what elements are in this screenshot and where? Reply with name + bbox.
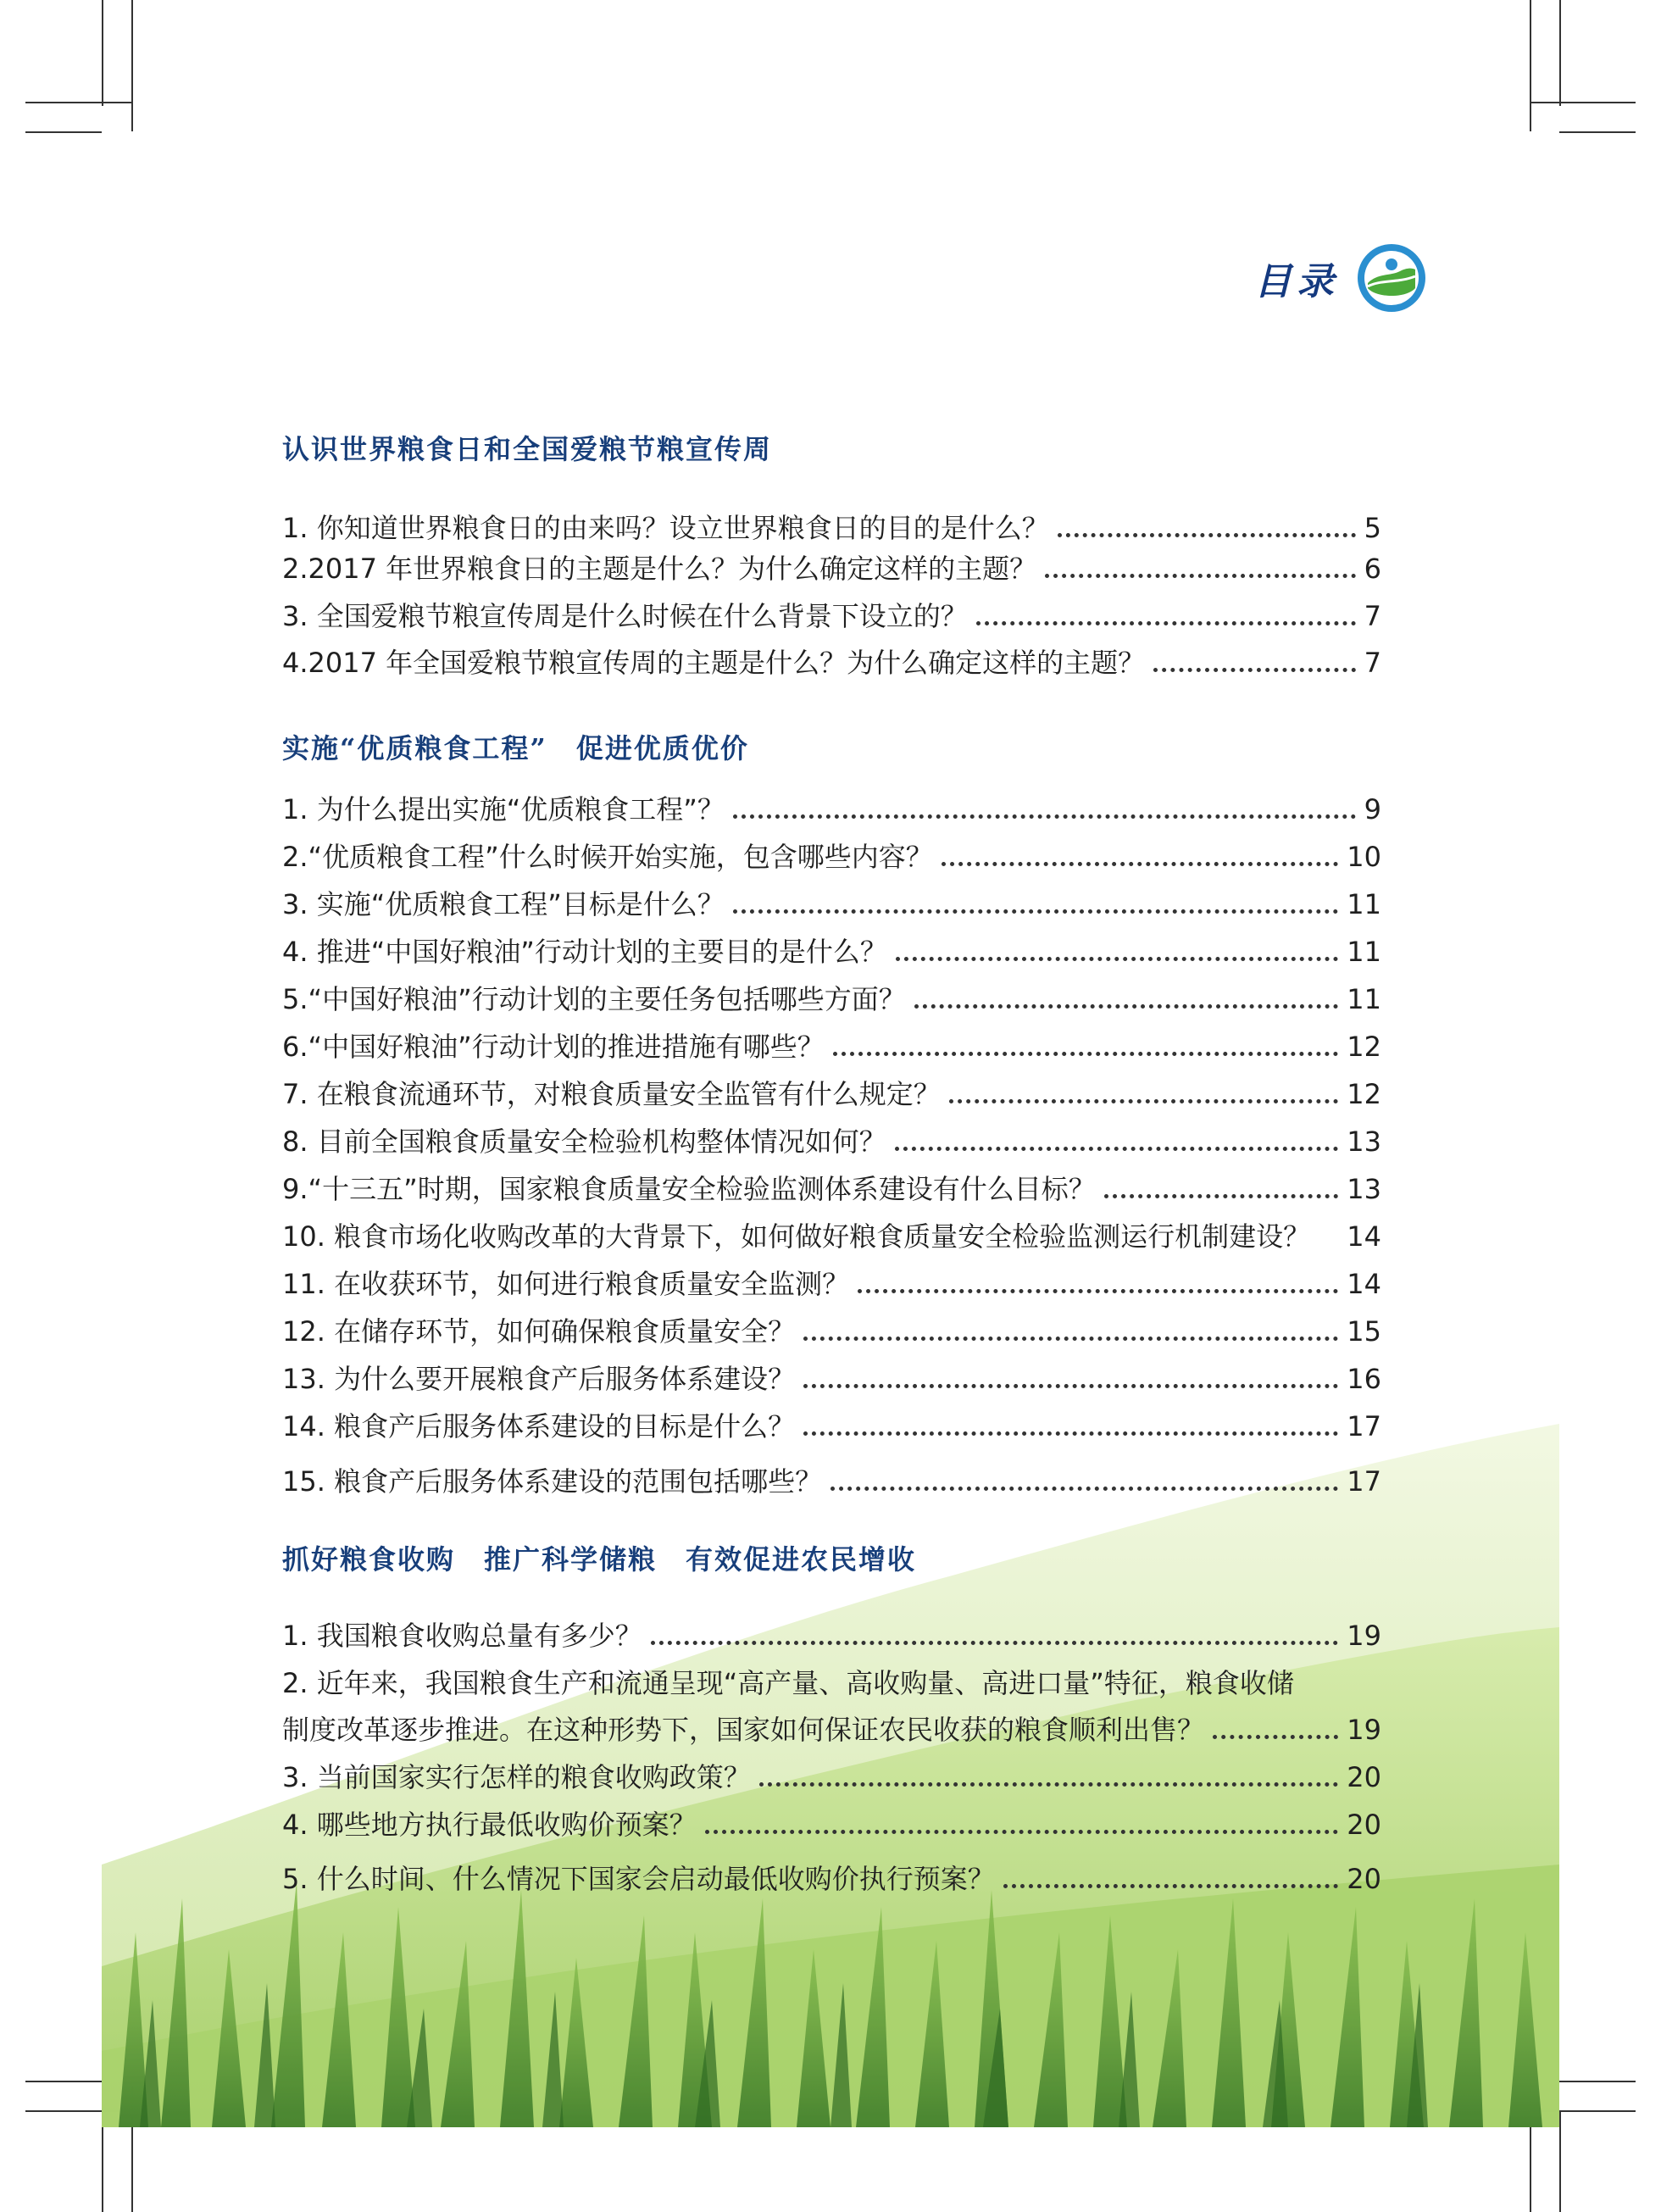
toc-entry[interactable]: 4. 哪些地方执行最低收购价预案？ 20 [282,1809,1381,1841]
toc-entry[interactable]: 14. 粮食产后服务体系建设的目标是什么？ 17 [282,1410,1381,1442]
toc-entry[interactable]: 3. 当前国家实行怎样的粮食收购政策？ 20 [282,1761,1381,1793]
toc-entry[interactable]: 3. 全国爱粮节粮宣传周是什么时候在什么背景下设立的？ 7 [282,600,1381,632]
toc-entry[interactable]: 6.“中国好粮油”行动计划的推进措施有哪些？ 12 [282,1031,1381,1063]
toc-entry[interactable]: 2.2017 年世界粮食日的主题是什么？为什么确定这样的主题？ 6 [282,553,1381,585]
toc-entry[interactable]: 3. 实施“优质粮食工程”目标是什么？ 11 [282,888,1381,920]
crop-mark [1530,102,1636,103]
toc-entry[interactable]: 13. 为什么要开展粮食产后服务体系建设？ 16 [282,1363,1381,1395]
toc-entry[interactable]: 5. 什么时间、什么情况下国家会启动最低收购价执行预案？ 20 [282,1863,1381,1895]
toc-entry[interactable]: 9.“十三五”时期，国家粮食质量安全检验监测体系建设有什么目标？ 13 [282,1173,1381,1205]
crop-mark [1559,2081,1636,2082]
section-title: 抓好粮食收购 推广科学储粮 有效促进农民增收 [282,1543,917,1576]
world-food-day-logo-icon [1356,242,1427,314]
crop-mark [131,0,133,131]
toc-entry[interactable]: 1. 我国粮食收购总量有多少？ 19 [282,1620,1381,1652]
toc-entry[interactable]: 2.“优质粮食工程”什么时候开始实施，包含哪些内容？ 10 [282,841,1381,873]
crop-mark [25,131,102,133]
crop-mark [1559,2110,1561,2212]
toc-entry[interactable]: 12. 在储存环节，如何确保粮食质量安全？ 15 [282,1315,1381,1348]
toc-entry[interactable]: 2. 近年来，我国粮食生产和流通呈现“高产量、高收购量、高进口量”特征，粮食收储 [282,1667,1294,1699]
toc-entry[interactable]: 1. 为什么提出实施“优质粮食工程”？ 9 [282,793,1381,825]
toc-entry[interactable]: 11. 在收获环节，如何进行粮食质量安全监测？ 14 [282,1268,1381,1300]
toc-entry[interactable]: 5.“中国好粮油”行动计划的主要任务包括哪些方面？ 11 [282,983,1381,1015]
crop-mark [1559,131,1636,133]
page-header [1254,236,1427,320]
crop-mark [102,0,103,106]
toc-entry[interactable]: 制度改革逐步推进。在这种形势下，国家如何保证农民收获的粮食顺利出售？ 19 [282,1714,1381,1746]
crop-mark [1530,0,1531,131]
toc-entry[interactable]: 1. 你知道世界粮食日的由来吗？设立世界粮食日的目的是什么？ 5 [282,512,1381,544]
section-title: 实施“优质粮食工程” 促进优质优价 [282,732,749,764]
toc-entry[interactable]: 4.2017 年全国爱粮节粮宣传周的主题是什么？为什么确定这样的主题？ 7 [282,647,1381,679]
page-title: 目录 [1254,260,1339,303]
toc-entry[interactable]: 4. 推进“中国好粮油”行动计划的主要目的是什么？ 11 [282,936,1381,968]
toc-entry[interactable]: 15. 粮食产后服务体系建设的范围包括哪些？ 17 [282,1465,1381,1498]
section-title: 认识世界粮食日和全国爱粮节粮宣传周 [282,433,773,465]
toc-entry[interactable]: 8. 目前全国粮食质量安全检验机构整体情况如何？ 13 [282,1125,1381,1158]
toc-entry[interactable]: 10. 粮食市场化收购改革的大背景下，如何做好粮食质量安全检验监测运行机制建设？ 14 [282,1220,1381,1253]
toc-entry[interactable]: 7. 在粮食流通环节，对粮食质量安全监管有什么规定？ 12 [282,1078,1381,1110]
crop-mark [25,2081,102,2082]
crop-mark [1559,0,1561,106]
crop-mark [25,102,131,103]
